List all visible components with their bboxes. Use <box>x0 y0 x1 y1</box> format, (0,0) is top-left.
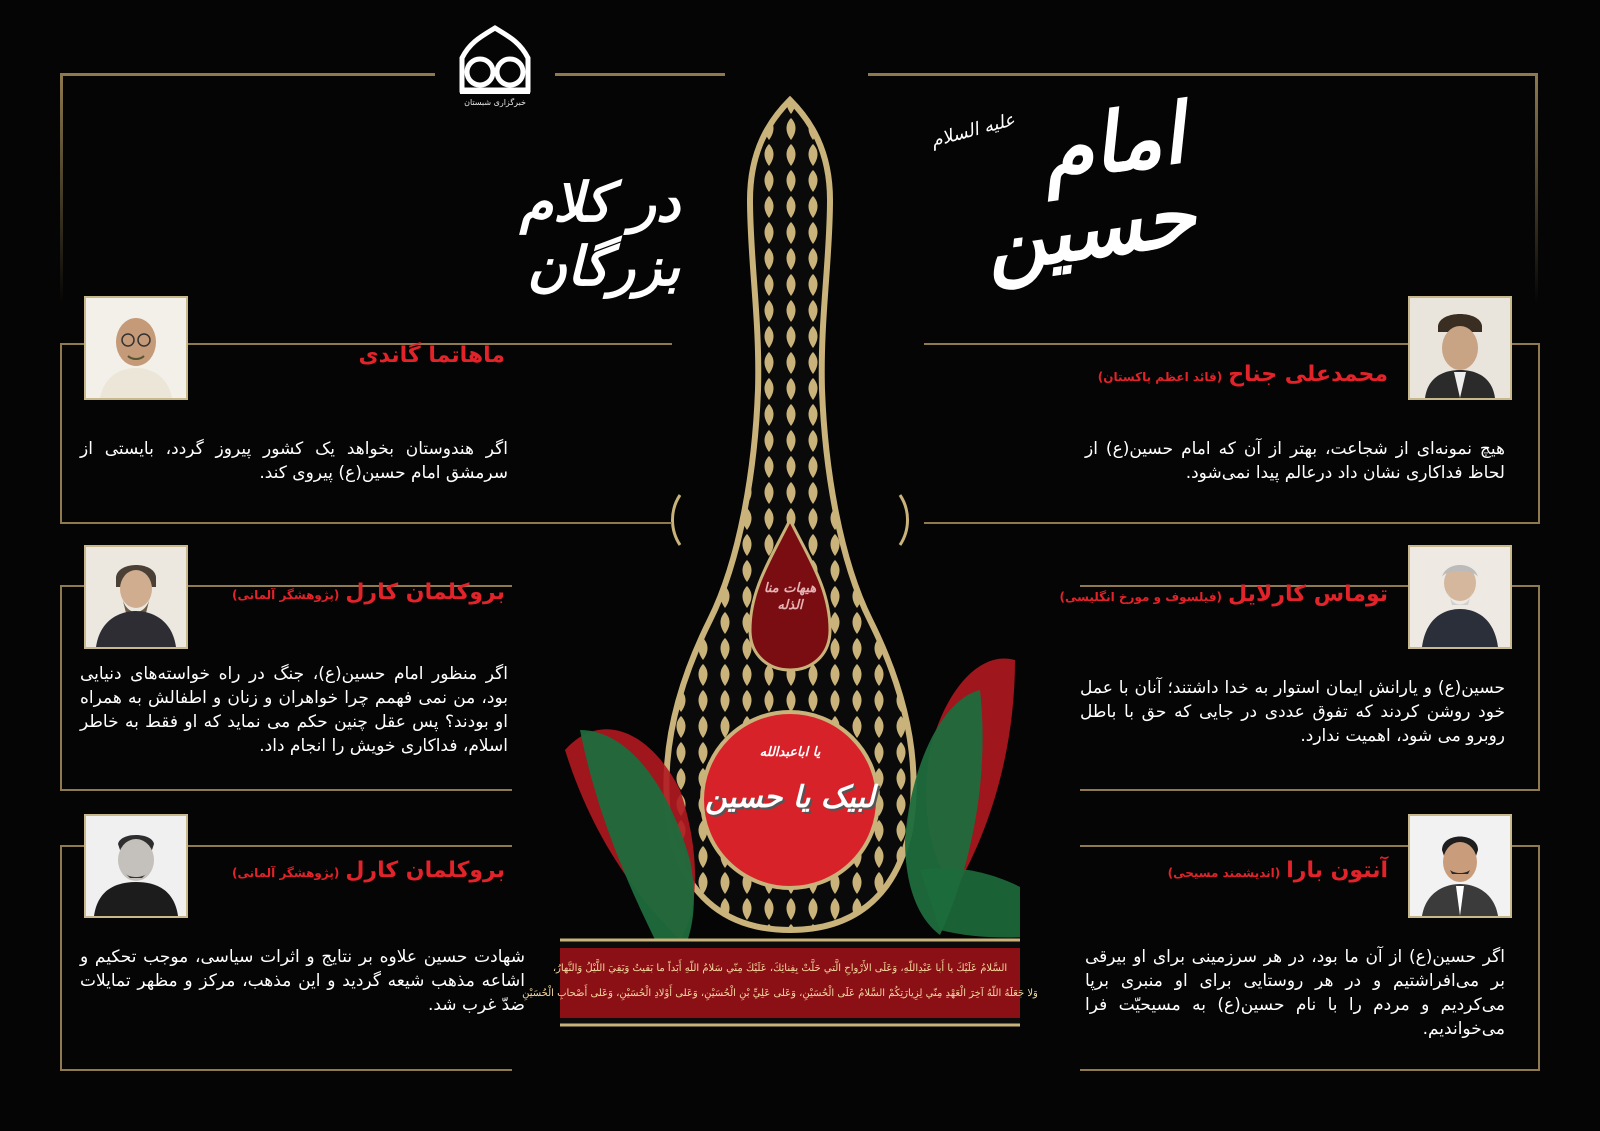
quote-gandhi: اگر هندوستان بخواهد یک کشور پیروز گردد، بایستی از سرمشق امام حسین(ع) پیروی کند. <box>80 439 508 483</box>
name-brockelmann-1-sub: (پژوهشگر آلمانی) <box>231 588 340 602</box>
name-brockelmann-2-text: بروکلمان کارل <box>345 858 505 883</box>
name-bara-sub: (اندیشمند مسیحی) <box>1167 866 1281 880</box>
drop-calligraphy: هیهات منا الذله <box>763 581 817 613</box>
portrait-jinnah <box>1408 296 1512 400</box>
name-gandhi-text: ماهاتما گاندی <box>358 343 505 368</box>
main-title: امام حسین <box>978 85 1202 292</box>
quote-carlyle: حسین(ع) و یارانش ایمان استوار به خدا داشتند؛ آنان با عمل خود روشن کردند که تفوق عددی در جایی که حق با باطل روبرو می شود، اهمیت ندارد. <box>1080 678 1505 746</box>
ziyarat-line-1: السَّلامُ عَلَيْكَ يا أَبا عَبْدِاللّهِ، وَعَلَى الأَرْواحِ الَّتي حَلَّتْ بِفِنائِكَ، عَلَيْكَ مِنّي سَلامُ اللّهِ أَبَداً ما بَقيتُ وَبَقِيَ اللَّيْلُ وَالنَّهارُ، <box>552 963 1008 974</box>
name-gandhi <box>358 343 505 368</box>
name-brockelmann-2 <box>232 858 505 883</box>
secondary-title: در کلام بزرگان <box>519 170 680 298</box>
quote-jinnah: هیچ نمونه‌ای از شجاعت، بهتر از آن که امام حسین(ع) از لحاظ فداکاری نشان داد درعالم پیدا نمی‌شود. <box>1085 439 1505 483</box>
medallion-small-text: یا اباعبدالله <box>759 745 821 760</box>
name-carlyle-sub: (فیلسوف و مورخ انگلیسی) <box>1059 590 1223 604</box>
quote-bara: اگر حسین(ع) از آن ما بود، در هر سرزمینی برای او بیرقی بر می‌افراشتیم و در هر روستایی برای او منبری برپا می‌کردیم و مردم را با نام حسین(ع) به مسیحیّت فرا می‌خواندیم. <box>1085 947 1505 1039</box>
top-rule-right <box>868 73 1538 76</box>
portrait-brockelmann-2 <box>84 814 188 918</box>
title-honorific: علیه السلام <box>928 109 1018 152</box>
portrait-bara <box>1408 814 1512 918</box>
medallion-calligraphy: لبیک یا حسین <box>705 780 875 815</box>
frame-right-edge <box>1535 73 1538 303</box>
top-rule-left <box>60 73 435 76</box>
name-jinnah-text: محمدعلی جناح <box>1228 362 1388 387</box>
name-carlyle <box>1060 582 1389 607</box>
name-jinnah-sub: (قائد اعظم پاکستان) <box>1097 370 1223 384</box>
top-rule-left-2 <box>555 73 725 76</box>
name-bara-text: آنتون بارا <box>1286 858 1388 883</box>
quote-brockelmann-2: شهادت حسین علاوه بر نتایج و اثرات سیاسی، موجب تحکیم و اشاعه مذهب شیعه گردید و این مذهب، مرکز و مظهر تمایلات ضدّ غرب شد. <box>80 947 525 1015</box>
frame-left-edge <box>60 73 63 303</box>
ziyarat-line-2: وَلا جَعَلَهُ اللّهُ آخِرَ الْعَهْدِ مِنّي لِزِيارَتِكُمْ السَّلامُ عَلَى الْحُسَيْنِ، وَعَلى عَلِيِّ بْنِ الْحُسَيْنِ، وَعَلى أَوْلادِ الْحُسَيْنِ، وَعَلى أَصْحابِ الْحُسَيْنِ <box>522 988 1038 999</box>
center-ornament <box>560 90 1020 1070</box>
name-brockelmann-1-text: بروکلمان کارل <box>345 580 505 605</box>
name-jinnah <box>1098 362 1388 387</box>
portrait-gandhi <box>84 296 188 400</box>
quote-brockelmann-1: اگر منظور امام حسین(ع)، جنگ در راه خواسته‌های دنیایی بود، من نمی فهمم چرا خواهران و زنان و اطفالش به همراه او بودند؟ پس عقل چنین حکم می نماید که او فقط به خاطر اسلام، فداکاری خویش را انجام داد. <box>80 664 508 756</box>
portrait-brockelmann-1 <box>84 545 188 649</box>
shabestan-logo <box>440 22 550 112</box>
name-brockelmann-2-sub: (پژوهشگر آلمانی) <box>231 866 340 880</box>
name-brockelmann-1 <box>232 580 505 605</box>
name-carlyle-text: توماس کارلایل <box>1228 582 1388 607</box>
logo-caption: خبرگزاری شبستان <box>464 98 526 107</box>
portrait-carlyle <box>1408 545 1512 649</box>
name-bara <box>1168 858 1388 883</box>
